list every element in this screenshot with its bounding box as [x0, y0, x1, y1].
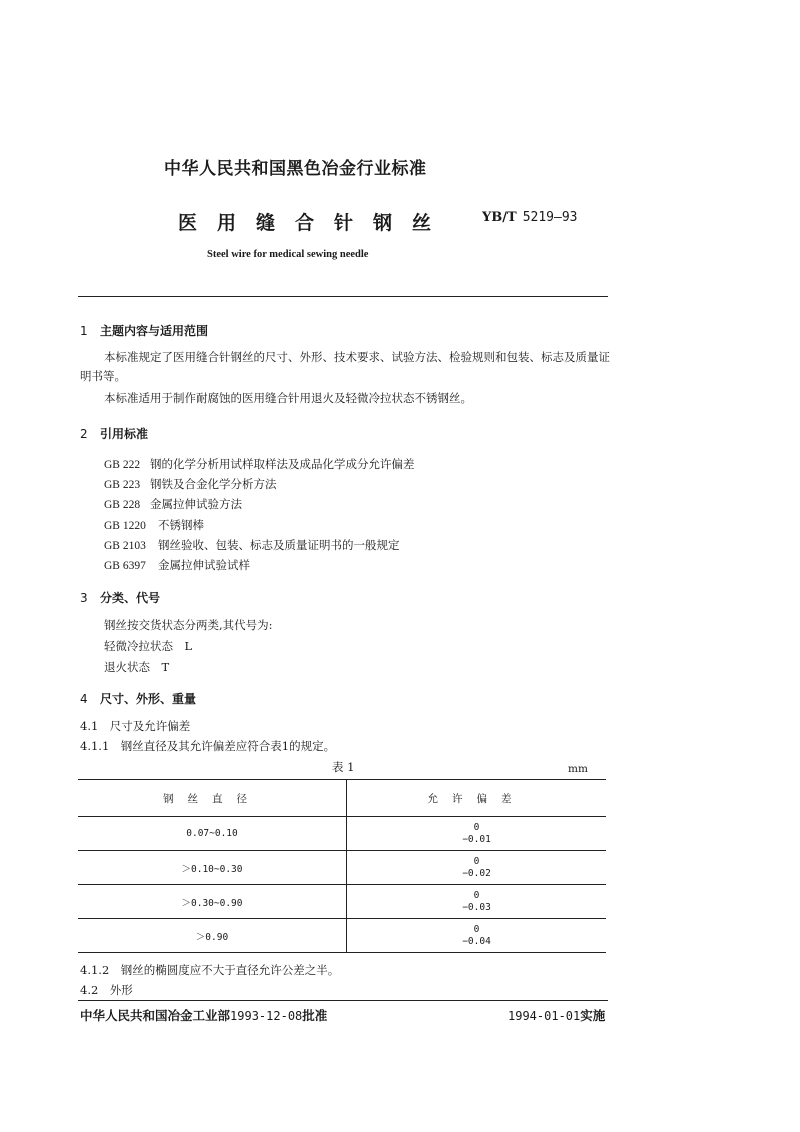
reference-item — [104, 537, 400, 553]
tolerance-lower: −0.01 — [462, 833, 491, 845]
approval-line — [80, 1006, 327, 1024]
table-row — [78, 885, 606, 919]
document-title: 医用缝合针钢丝 — [178, 212, 452, 234]
reference-item — [104, 456, 415, 472]
cell-diameter: ＞0.30~0.90 — [78, 885, 347, 919]
standard-code-number: 5219—93 — [522, 210, 578, 225]
table-unit: mm — [568, 763, 588, 775]
reference-text: 钢丝验收、包装、标志及质量证明书的一般规定 — [158, 538, 400, 552]
reference-code: GB 228 — [104, 499, 141, 511]
tolerance-table — [78, 780, 606, 953]
cell-tolerance — [347, 851, 607, 885]
reference-code: GB 6397 — [104, 560, 146, 572]
standard-category: 中华人民共和国黑色冶金行业标准 — [164, 159, 427, 179]
header-tolerance: 允许偏差 — [347, 780, 607, 817]
approval-date: 1993-12-08 — [230, 1009, 303, 1023]
section-1-title: 主题内容与适用范围 — [100, 324, 209, 338]
table-row — [78, 919, 606, 953]
tolerance-lower: −0.04 — [462, 935, 491, 947]
reference-item — [104, 557, 250, 573]
reference-text: 不锈钢棒 — [158, 518, 204, 532]
section-4-title: 尺寸、外形、重量 — [100, 692, 197, 706]
subsection-4-1-1: 4.1.1 钢丝直径及其允许偏差应符合表1的规定。 — [80, 739, 336, 753]
section-4-number: 4 — [80, 692, 88, 706]
reference-text: 钢的化学分析用试样取样法及成品化学成分允许偏差 — [150, 457, 415, 471]
section-3-number: 3 — [80, 591, 88, 605]
section-3-line1: 钢丝按交货状态分两类,其代号为: — [104, 618, 273, 632]
section-2-number: 2 — [80, 427, 88, 441]
table-caption: 表 1 — [332, 760, 355, 774]
cell-diameter: ＞0.10~0.30 — [78, 851, 347, 885]
cell-tolerance — [347, 817, 607, 851]
reference-text: 金属拉伸试验方法 — [150, 497, 242, 511]
standard-code-prefix: YB/T — [482, 210, 517, 225]
approval-suffix: 批准 — [302, 1008, 328, 1023]
tolerance-lower: −0.02 — [462, 867, 491, 879]
reference-code: GB 223 — [104, 479, 141, 491]
approving-authority: 中华人民共和国冶金工业部 — [80, 1008, 231, 1023]
cell-tolerance — [347, 919, 607, 953]
tolerance-upper: 0 — [473, 855, 480, 867]
reference-code: GB 222 — [104, 459, 141, 471]
section-1-number: 1 — [80, 324, 88, 338]
cell-tolerance — [347, 885, 607, 919]
section-3-line3: 退火状态 T — [104, 660, 170, 674]
english-title: Steel wire for medical sewing needle — [207, 249, 369, 260]
table-header-row — [78, 780, 606, 817]
table-row — [78, 851, 606, 885]
section-1-para1-line1: 本标准规定了医用缝合针钢丝的尺寸、外形、技术要求、试验方法、检验规则和包装、标志及质量证 — [104, 350, 610, 364]
footer-divider — [78, 1000, 608, 1001]
subsection-4-2: 4.2 外形 — [80, 983, 133, 997]
subsection-4-1: 4.1 尺寸及允许偏差 — [80, 719, 191, 733]
subsection-4-1-2: 4.1.2 钢丝的椭圆度应不大于直径允许公差之半。 — [80, 963, 340, 977]
reference-text: 钢铁及合金化学分析方法 — [150, 477, 277, 491]
reference-code: GB 1220 — [104, 520, 146, 532]
header-diameter: 钢丝直径 — [78, 780, 347, 817]
reference-item — [104, 476, 277, 492]
effective-date: 1994-01-01 — [508, 1009, 581, 1023]
section-3-title: 分类、代号 — [100, 591, 161, 605]
cell-diameter: ＞0.90 — [78, 919, 347, 953]
section-3-line2: 轻微冷拉状态 L — [104, 639, 193, 653]
header-divider — [78, 296, 608, 297]
reference-item — [104, 517, 204, 533]
section-3-heading — [80, 589, 160, 606]
tolerance-upper: 0 — [473, 923, 480, 935]
reference-code: GB 2103 — [104, 540, 146, 552]
reference-item — [104, 496, 242, 512]
standard-code — [482, 210, 578, 225]
section-1-para1-line2: 明书等。 — [80, 369, 126, 383]
section-2-title: 引用标准 — [100, 427, 149, 441]
tolerance-lower: −0.03 — [462, 901, 491, 913]
cell-diameter: 0.07~0.10 — [78, 817, 347, 851]
section-1-para2: 本标准适用于制作耐腐蚀的医用缝合针用退火及轻微冷拉状态不锈钢丝。 — [104, 391, 472, 405]
effective-line — [508, 1006, 605, 1024]
section-4-heading — [80, 690, 196, 707]
tolerance-upper: 0 — [473, 889, 480, 901]
table-row — [78, 817, 606, 851]
section-1-heading — [80, 322, 208, 339]
effective-suffix: 实施 — [580, 1008, 606, 1023]
tolerance-upper: 0 — [473, 821, 480, 833]
reference-text: 金属拉伸试验试样 — [158, 558, 250, 572]
section-2-heading — [80, 425, 148, 442]
